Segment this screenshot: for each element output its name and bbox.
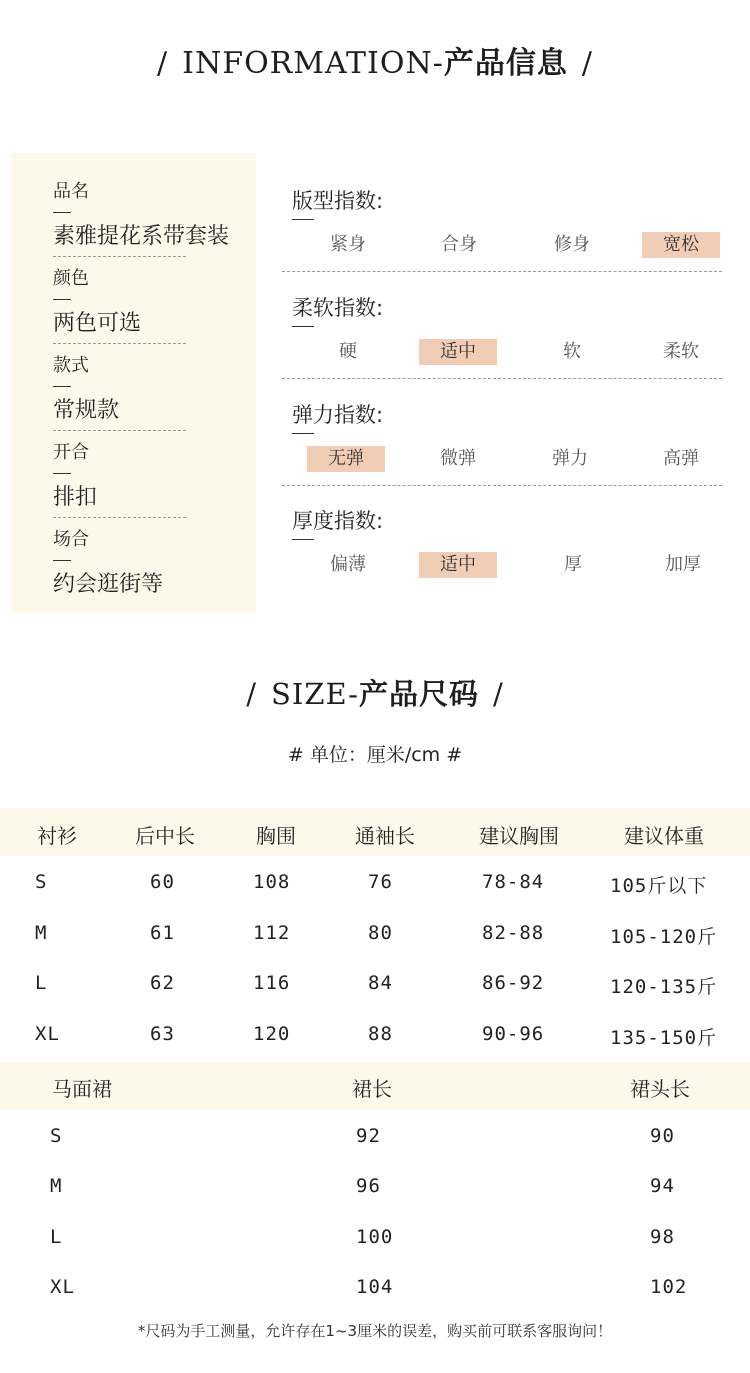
dashed-divider (282, 271, 722, 272)
size-section-title (0, 672, 750, 713)
column-header: 建议胸围 (479, 824, 559, 848)
info-value: 排扣 (53, 485, 98, 510)
info-item-name (53, 177, 230, 257)
column-header: 胸围 (256, 824, 296, 848)
info-label: 颜色 (53, 268, 89, 289)
title-slash-right: / (493, 677, 504, 711)
table-cell: 92 (356, 1125, 381, 1147)
table-cell: S (50, 1125, 63, 1147)
table-cell: 98 (650, 1226, 675, 1248)
index-option: 高弹 (663, 448, 699, 469)
index-option: 合身 (441, 234, 477, 255)
info-item-color (53, 264, 188, 344)
table-cell: 108 (253, 871, 291, 893)
info-value: 素雅提花系带套装 (53, 224, 230, 249)
index-title: 柔软指数: (292, 296, 384, 320)
label-dash (53, 386, 71, 387)
dashed-divider (53, 517, 186, 518)
title-en: SIZE- (271, 677, 359, 711)
table-cell: 100 (356, 1226, 394, 1248)
info-label: 场合 (53, 529, 89, 550)
table-cell: 63 (150, 1023, 175, 1045)
table-cell: 104 (356, 1276, 394, 1298)
index-title: 弹力指数: (292, 403, 384, 427)
product-info-panel (11, 153, 256, 613)
table-cell: 135-150斤 (610, 1027, 718, 1049)
title-dash (292, 539, 314, 540)
title-cn: 产品尺码 (358, 677, 479, 711)
table-cell: 82-88 (482, 922, 545, 944)
index-option: 偏薄 (330, 554, 366, 575)
index-option: 硬 (339, 341, 357, 362)
dashed-divider (282, 378, 722, 379)
info-value: 常规款 (53, 398, 120, 423)
column-header: 马面裙 (52, 1077, 112, 1101)
index-option: 柔软 (663, 341, 699, 362)
table-cell: XL (50, 1276, 75, 1298)
column-header: 衬衫 (37, 824, 77, 848)
column-header: 建议体重 (624, 824, 704, 848)
info-item-closure (53, 438, 188, 518)
index-option-selected: 适中 (419, 552, 497, 578)
table-cell: 76 (368, 871, 393, 893)
elasticity-index (282, 399, 722, 506)
info-label: 品名 (53, 181, 89, 202)
index-title: 版型指数: (292, 189, 384, 213)
dashed-divider (53, 256, 186, 257)
index-option: 厚 (564, 554, 582, 575)
table-cell: 112 (253, 922, 291, 944)
index-option: 微弹 (440, 448, 476, 469)
table-cell: 105斤以下 (610, 875, 708, 897)
column-header: 裙长 (352, 1077, 392, 1101)
index-option-selected: 适中 (419, 339, 497, 365)
index-option: 软 (563, 341, 581, 362)
column-header: 后中长 (135, 824, 195, 848)
info-value: 约会逛街等 (53, 572, 164, 597)
index-option: 加厚 (665, 554, 701, 575)
table-cell: L (50, 1226, 63, 1248)
title-cn: 产品信息 (443, 46, 568, 81)
table-cell: M (35, 922, 48, 944)
table-cell: 120 (253, 1023, 291, 1045)
info-item-occasion (53, 525, 188, 598)
table-cell: 78-84 (482, 871, 545, 893)
index-option-selected: 无弹 (307, 446, 385, 472)
info-value: 两色可选 (53, 311, 142, 336)
table-cell: 86-92 (482, 972, 545, 994)
index-title: 厚度指数: (292, 509, 384, 533)
title-slash-left: / (246, 677, 257, 711)
softness-index (282, 292, 722, 399)
dashed-divider (53, 343, 186, 344)
label-dash (53, 299, 71, 300)
label-dash (53, 560, 71, 561)
table-cell: 60 (150, 871, 175, 893)
info-item-style (53, 351, 188, 431)
index-option: 修身 (554, 234, 590, 255)
title-dash (292, 433, 314, 434)
info-label: 开合 (53, 442, 89, 463)
title-slash-left: / (157, 46, 169, 81)
column-header: 通袖长 (355, 824, 415, 848)
table-cell: M (50, 1175, 63, 1197)
table-cell: 62 (150, 972, 175, 994)
fit-index (282, 185, 722, 292)
index-option: 紧身 (330, 234, 366, 255)
table-cell: 116 (253, 972, 291, 994)
column-header: 裙头长 (630, 1077, 690, 1101)
table-cell: 80 (368, 922, 393, 944)
dashed-divider (53, 430, 186, 431)
title-slash-right: / (581, 46, 593, 81)
unit-label: # 单位：厘米/cm # (287, 744, 463, 766)
title-dash (292, 326, 314, 327)
table-cell: S (35, 871, 48, 893)
index-option-selected: 宽松 (642, 232, 720, 258)
dashed-divider (282, 485, 722, 486)
table-cell: 102 (650, 1276, 688, 1298)
title-en: INFORMATION- (182, 46, 444, 81)
table-cell: 90-96 (482, 1023, 545, 1045)
table-cell: 88 (368, 1023, 393, 1045)
table-cell: 90 (650, 1125, 675, 1147)
table-cell: XL (35, 1023, 60, 1045)
table-cell: 120-135斤 (610, 976, 718, 998)
table-cell: 61 (150, 922, 175, 944)
label-dash (53, 473, 71, 474)
label-dash (53, 212, 71, 213)
index-option: 弹力 (552, 448, 588, 469)
table-cell: 84 (368, 972, 393, 994)
info-label: 款式 (53, 355, 89, 376)
table-cell: 94 (650, 1175, 675, 1197)
measurement-footnote: *尺码为手工测量，允许存在1~3厘米的误差，购买前可联系客服询问！ (137, 1322, 613, 1340)
thickness-index (282, 505, 722, 612)
table-cell: 96 (356, 1175, 381, 1197)
title-dash (292, 219, 314, 220)
info-section-title (0, 38, 750, 82)
table-cell: 105-120斤 (610, 926, 718, 948)
table-cell: L (35, 972, 48, 994)
